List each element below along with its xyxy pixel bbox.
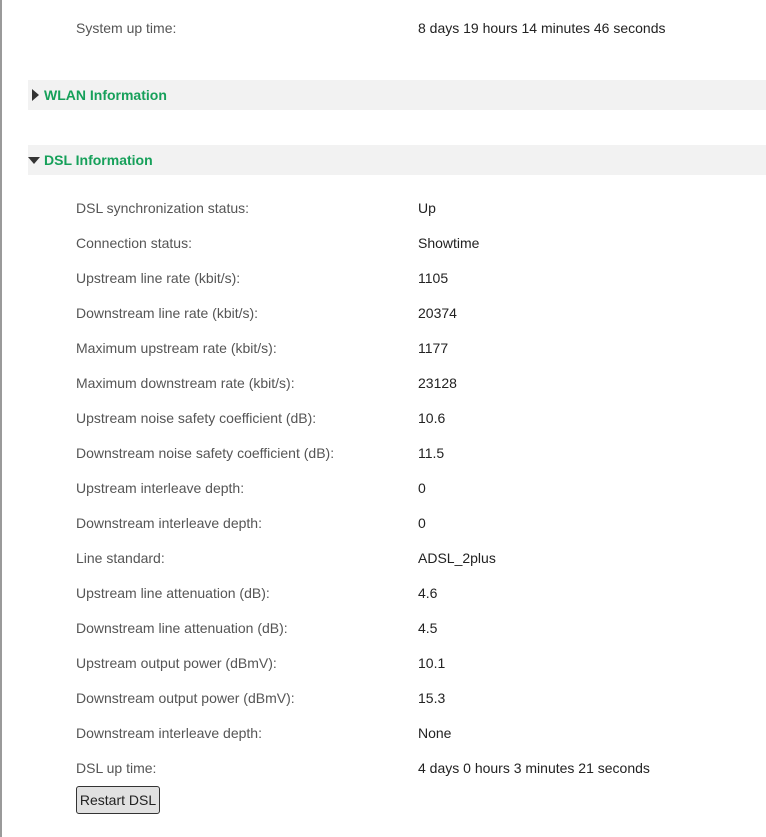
dsl-info-label: Downstream noise safety coefficient (dB): [76,445,335,461]
dsl-uptime-row [76,758,766,778]
dsl-info-value: 4 days 0 hours 3 minutes 21 seconds [418,760,650,776]
upstream-line-rate-row [76,268,766,288]
dsl-info-label: Downstream output power (dBmV): [76,690,295,706]
restart-dsl-button[interactable]: Restart DSL [76,786,160,814]
downstream-line-rate-row [76,303,766,323]
dsl-info-label: Maximum upstream rate (kbit/s): [76,340,277,356]
upstream-attenuation-row [76,583,766,603]
collapse-arrow-down-icon[interactable] [28,157,40,164]
dsl-info-value: 20374 [418,305,457,321]
dsl-info-value: 0 [418,480,426,496]
dsl-info-value: 0 [418,515,426,531]
dsl-info-label: Upstream line attenuation (dB): [76,585,270,601]
downstream-noise-margin-row [76,443,766,463]
dsl-info-label: DSL synchronization status: [76,200,250,216]
dsl-info-value: 11.5 [418,445,445,461]
connection-status-row [76,233,766,253]
dsl-info-value: ADSL_2plus [418,550,496,566]
dsl-info-value: 4.5 [418,620,438,636]
dsl-info-value: 1105 [418,270,449,286]
line-standard-row [76,548,766,568]
dsl-section-title[interactable]: DSL Information [44,152,153,168]
downstream-attenuation-row [76,618,766,638]
dsl-info-label: Upstream output power (dBmV): [76,655,277,671]
dsl-info-value: 23128 [418,375,457,391]
system-uptime-value: 8 days 19 hours 14 minutes 46 seconds [418,20,666,36]
dsl-section-header[interactable] [28,145,766,175]
dsl-info-label: DSL up time: [76,760,157,776]
dsl-info-label: Upstream noise safety coefficient (dB): [76,410,317,426]
downstream-output-power-row [76,688,766,708]
dsl-info-value: 1177 [418,340,449,356]
dsl-info-label: Upstream interleave depth: [76,480,245,496]
dsl-info-label: Maximum downstream rate (kbit/s): [76,375,295,391]
upstream-interleave-depth-row [76,478,766,498]
dsl-info-value: 10.1 [418,655,446,671]
dsl-info-label: Downstream line attenuation (dB): [76,620,288,636]
wlan-section-header[interactable] [28,80,766,110]
dsl-info-value: 15.3 [418,690,446,706]
max-upstream-rate-row [76,338,766,358]
upstream-noise-margin-row [76,408,766,428]
system-uptime-row [76,18,766,38]
dsl-info-value: None [418,725,452,741]
dsl-info-value: Showtime [418,235,480,251]
expand-arrow-right-icon[interactable] [32,89,39,101]
dsl-info-label: Line standard: [76,550,165,566]
dsl-info-label: Downstream line rate (kbit/s): [76,305,259,321]
max-downstream-rate-row [76,373,766,393]
dsl-info-value: 10.6 [418,410,446,426]
downstream-interleave-depth-row [76,513,766,533]
dsl-info-label: Connection status: [76,235,192,251]
dsl-info-value: 4.6 [418,585,438,601]
system-uptime-label: System up time: [76,20,177,36]
upstream-output-power-row [76,653,766,673]
dsl-info-label: Downstream interleave depth: [76,725,262,741]
downstream-interleave-depth-row-2 [76,723,766,743]
dsl-info-label: Upstream line rate (kbit/s): [76,270,241,286]
wlan-section-title[interactable]: WLAN Information [44,87,167,103]
page-left-border [0,0,2,837]
dsl-sync-status-row [76,198,766,218]
dsl-info-label: Downstream interleave depth: [76,515,262,531]
dsl-info-value: Up [418,200,436,216]
